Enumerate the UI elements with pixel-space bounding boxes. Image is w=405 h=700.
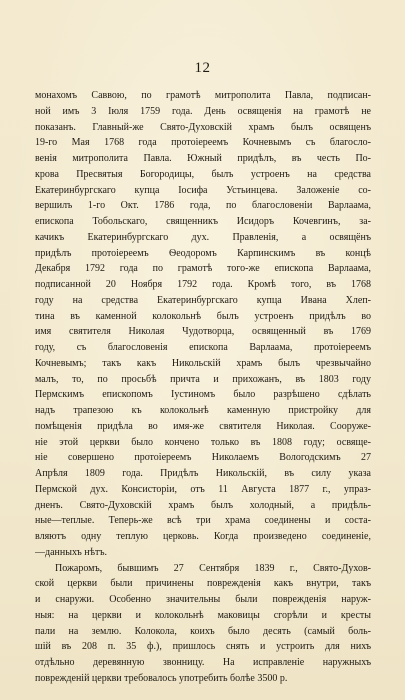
text-line: вляютъ одну теплую церковь. Когда произведено соединеніе, xyxy=(35,531,371,542)
text-line: тина въ каменной колокольнѣ былъ устроенъ придѣлъ во xyxy=(35,310,371,322)
paragraph-2 xyxy=(35,561,371,687)
text-line: Апрѣля 1809 года. Придѣлъ Никольскій, въ силу указа xyxy=(35,468,371,479)
text-line: ныя: на церкви и колокольнѣ маковицы сгорѣли и кресты xyxy=(35,609,371,621)
body-text xyxy=(35,88,371,687)
text-line: ской церкви были причинены поврежденія какъ внутри, такъ xyxy=(35,578,371,590)
text-line: Пермскимъ епископомъ Іустиномъ было разрѣшено сдѣлать xyxy=(35,389,371,401)
text-line: отдѣльно деревянную звонницу. На исправленіе наружныхъ xyxy=(35,657,371,668)
text-line: пали на землю. Колокола, коихъ было десять (самый боль- xyxy=(35,625,371,637)
text-line: качикъ Екатеринбургскаго дух. Правленія, а освящёнъ xyxy=(35,231,371,243)
paragraph-1 xyxy=(35,88,371,561)
text-line: Пермской дух. Консисторіи, отъ 11 Августа 1877 г., упраз- xyxy=(35,483,371,495)
text-line: крова Пресвятыя Богородицы, былъ устроенъ на средства xyxy=(35,168,371,180)
text-line: 19-го Мая 1768 года протоіереемъ Кочневымъ съ благосло- xyxy=(35,137,371,149)
text-line: помѣщенія придѣла во имя-же святителя Николая. Сооруже- xyxy=(35,420,371,432)
text-line: ные—теплые. Теперь-же всѣ три храма соединены и соста- xyxy=(35,515,371,527)
text-line: Декабря 1792 года по грамотѣ того-же епископа Варлаама, xyxy=(35,263,371,275)
text-line: Пожаромъ, бывшимъ 27 Сентября 1839 г., Свято-Духов- xyxy=(55,562,371,574)
text-line: вершилъ 1-го Окт. 1786 года, по благословеніи Варлаама, xyxy=(35,200,371,212)
text-line: имя святителя Николая Чудотворца, освященный въ 1769 xyxy=(35,326,371,338)
text-line: монахомъ Саввою, по грамотѣ митрополита Павла, подписан- xyxy=(35,90,371,101)
text-line: ніе этой церкви было кончено только въ 1808 году; освяще- xyxy=(35,436,371,448)
text-line: подписанной 20 Ноября 1792 года. Кромѣ того, въ 1768 xyxy=(35,279,371,290)
text-line: году, съ благословенія епископа Варлаама, протоіереемъ xyxy=(35,342,371,353)
text-line: —данныхъ нѣтъ. xyxy=(35,546,108,558)
text-line: надъ трапезою къ колокольнѣ каменную пристройку для xyxy=(35,405,371,416)
text-line: году на средства Екатеринбургскаго купца Ивана Хлеп- xyxy=(35,294,371,306)
text-line: ной имъ 3 Іюля 1759 года. День освященія на грамотѣ не xyxy=(35,105,371,117)
text-line: ніе совершено протоіереемъ Николаемъ Вологодскимъ 27 xyxy=(35,452,371,464)
text-line: поврежденій церкви требовалось употребить болѣе 3500 р. xyxy=(35,672,288,684)
text-line: шій въ 208 п. 35 ф.), пришлось снять и устроить для нихъ xyxy=(35,641,371,653)
text-line: епископа Тобольскаго, священникъ Исидоръ Кочевгинъ, за- xyxy=(35,216,371,227)
text-line: показанъ. Главный-же Свято-Духовскій храмъ былъ освященъ xyxy=(35,121,371,133)
text-line: венія митрополита Павла. Южный придѣлъ, въ честь По- xyxy=(35,153,371,164)
text-line: Кочневымъ; такъ какъ Никольскій храмъ былъ чрезвычайно xyxy=(35,357,371,369)
text-line: Екатеринбургскаго купца Іосифа Устьинцева. Заложеніе со- xyxy=(35,184,371,196)
page-number: 12 xyxy=(194,60,211,76)
text-line: дненъ. Свято-Духовскій храмъ былъ холодный, а придѣль- xyxy=(35,499,371,511)
text-line: придѣлъ протоіереемъ Ѳеодоромъ Карпинскимъ въ концѣ xyxy=(35,247,371,259)
text-line: и снаружи. Особенно значительны были поврежденія наруж- xyxy=(35,594,371,605)
text-line: малъ, то, по просьбѣ причта и прихожанъ, въ 1803 году xyxy=(35,373,371,385)
